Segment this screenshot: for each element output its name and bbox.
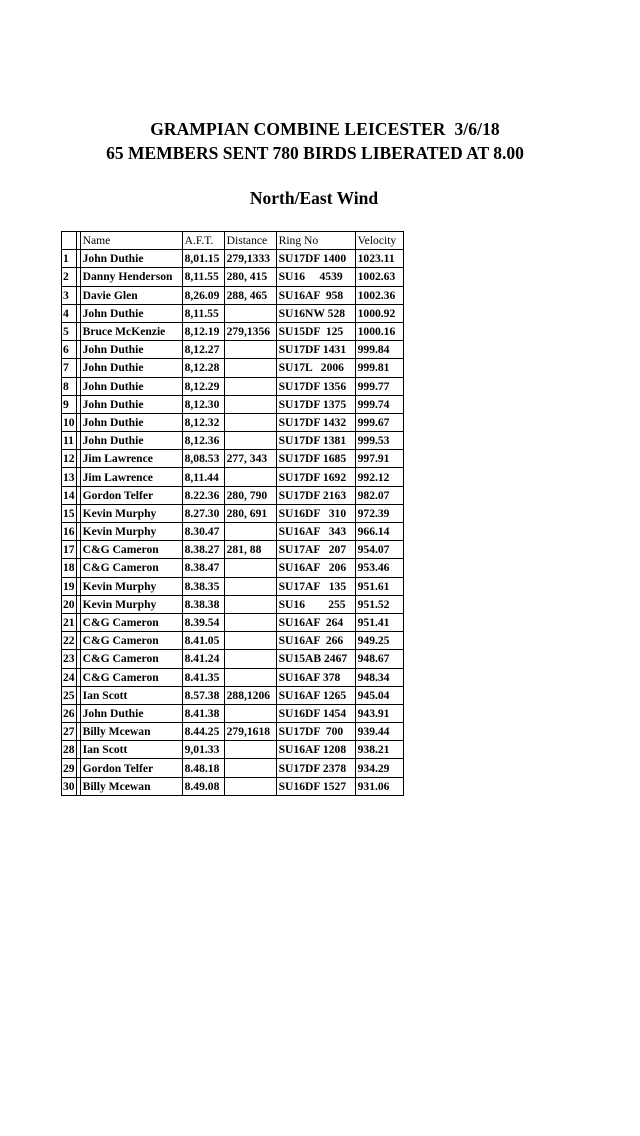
report-subtitle: 65 MEMBERS SENT 780 BIRDS LIBERATED AT 8.00 — [106, 143, 524, 163]
ring-no-cell: SU17DF 1431 — [276, 341, 355, 359]
ring-no-cell: SU17DF 1692 — [276, 468, 355, 486]
name-cell: Bruce McKenzie — [80, 322, 182, 340]
table-row — [62, 359, 404, 377]
ring-no-cell: SU16NW 528 — [276, 304, 355, 322]
ring-no-cell: SU17DF 1400 — [276, 250, 355, 268]
table-row — [62, 723, 404, 741]
aft-cell: 8,12.36 — [182, 432, 224, 450]
table-header-row — [62, 232, 404, 250]
table-row — [62, 432, 404, 450]
aft-cell: 8,12.28 — [182, 359, 224, 377]
aft-cell: 8.41.38 — [182, 704, 224, 722]
ring-no-cell: SU17DF 2163 — [276, 486, 355, 504]
distance-cell — [224, 377, 276, 395]
aft-cell: 8.41.24 — [182, 650, 224, 668]
distance-cell — [224, 468, 276, 486]
distance-cell: 279,1333 — [224, 250, 276, 268]
table-row — [62, 541, 404, 559]
distance-cell — [224, 668, 276, 686]
name-cell: C&G Cameron — [80, 668, 182, 686]
distance-cell — [224, 650, 276, 668]
position-cell: 4 — [62, 304, 77, 322]
ring-no-cell: SU16AF 266 — [276, 632, 355, 650]
position-cell: 3 — [62, 286, 77, 304]
distance-cell — [224, 359, 276, 377]
velocity-cell: 999.67 — [355, 413, 403, 431]
aft-cell: 8.49.08 — [182, 777, 224, 795]
distance-cell — [224, 704, 276, 722]
results-table — [61, 231, 404, 796]
name-cell: Gordon Telfer — [80, 759, 182, 777]
ring-no-cell: SU16 4539 — [276, 268, 355, 286]
aft-cell: 8.38.38 — [182, 595, 224, 613]
position-cell: 6 — [62, 341, 77, 359]
position-cell: 30 — [62, 777, 77, 795]
table-row — [62, 595, 404, 613]
distance-cell: 288, 465 — [224, 286, 276, 304]
name-cell: Jim Lawrence — [80, 450, 182, 468]
position-cell: 21 — [62, 613, 77, 631]
velocity-cell: 999.81 — [355, 359, 403, 377]
aft-cell: 8,12.19 — [182, 322, 224, 340]
name-cell: John Duthie — [80, 704, 182, 722]
velocity-cell: 997.91 — [355, 450, 403, 468]
table-row — [62, 468, 404, 486]
aft-cell: 8,01.15 — [182, 250, 224, 268]
name-cell: C&G Cameron — [80, 632, 182, 650]
header-distance: Distance — [224, 232, 276, 250]
table-row — [62, 650, 404, 668]
name-cell: John Duthie — [80, 413, 182, 431]
table-row — [62, 322, 404, 340]
distance-cell — [224, 304, 276, 322]
distance-cell — [224, 613, 276, 631]
header-position-cell — [62, 232, 77, 250]
ring-no-cell: SU16DF 1527 — [276, 777, 355, 795]
aft-cell: 8,11.55 — [182, 304, 224, 322]
ring-no-cell: SU17DF 700 — [276, 723, 355, 741]
table-row — [62, 450, 404, 468]
velocity-cell: 1002.36 — [355, 286, 403, 304]
position-cell: 17 — [62, 541, 77, 559]
velocity-cell: 934.29 — [355, 759, 403, 777]
header-aft: A.F.T. — [182, 232, 224, 250]
velocity-cell: 953.46 — [355, 559, 403, 577]
table-row — [62, 377, 404, 395]
velocity-cell: 939.44 — [355, 723, 403, 741]
ring-no-cell: SU17DF 1356 — [276, 377, 355, 395]
header-ring-no: Ring No — [276, 232, 355, 250]
position-cell: 9 — [62, 395, 77, 413]
aft-cell: 8,12.27 — [182, 341, 224, 359]
name-cell: C&G Cameron — [80, 650, 182, 668]
distance-cell: 280, 691 — [224, 504, 276, 522]
distance-cell — [224, 577, 276, 595]
table-row — [62, 250, 404, 268]
distance-cell — [224, 559, 276, 577]
table-row — [62, 777, 404, 795]
velocity-cell: 992.12 — [355, 468, 403, 486]
aft-cell: 8.41.35 — [182, 668, 224, 686]
velocity-cell: 999.84 — [355, 341, 403, 359]
table-row — [62, 413, 404, 431]
velocity-cell: 951.41 — [355, 613, 403, 631]
table-row — [62, 613, 404, 631]
aft-cell: 8,12.30 — [182, 395, 224, 413]
distance-cell — [224, 413, 276, 431]
aft-cell: 8.22.36 — [182, 486, 224, 504]
aft-cell: 8.57.38 — [182, 686, 224, 704]
aft-cell: 8.30.47 — [182, 523, 224, 541]
velocity-cell: 1023.11 — [355, 250, 403, 268]
table-row — [62, 504, 404, 522]
velocity-cell: 966.14 — [355, 523, 403, 541]
aft-cell: 8,11.55 — [182, 268, 224, 286]
position-cell: 16 — [62, 523, 77, 541]
name-cell: John Duthie — [80, 304, 182, 322]
velocity-cell: 951.61 — [355, 577, 403, 595]
distance-cell — [224, 595, 276, 613]
ring-no-cell: SU17DF 1685 — [276, 450, 355, 468]
velocity-cell: 949.25 — [355, 632, 403, 650]
table-row — [62, 704, 404, 722]
table-row — [62, 577, 404, 595]
name-cell: John Duthie — [80, 250, 182, 268]
position-cell: 7 — [62, 359, 77, 377]
position-cell: 20 — [62, 595, 77, 613]
aft-cell: 8.48.18 — [182, 759, 224, 777]
table-row — [62, 686, 404, 704]
distance-cell — [224, 741, 276, 759]
aft-cell: 8,12.29 — [182, 377, 224, 395]
position-cell: 22 — [62, 632, 77, 650]
table-row — [62, 341, 404, 359]
ring-no-cell: SU16AF 343 — [276, 523, 355, 541]
distance-cell: 280, 790 — [224, 486, 276, 504]
ring-no-cell: SU15DF 125 — [276, 322, 355, 340]
ring-no-cell: SU16AF 958 — [276, 286, 355, 304]
table-row — [62, 395, 404, 413]
position-cell: 26 — [62, 704, 77, 722]
ring-no-cell: SU17DF 1432 — [276, 413, 355, 431]
table-row — [62, 523, 404, 541]
velocity-cell: 999.74 — [355, 395, 403, 413]
velocity-cell: 938.21 — [355, 741, 403, 759]
table-row — [62, 668, 404, 686]
distance-cell — [224, 759, 276, 777]
name-cell: Jim Lawrence — [80, 468, 182, 486]
distance-cell: 277, 343 — [224, 450, 276, 468]
distance-cell: 288,1206 — [224, 686, 276, 704]
ring-no-cell: SU17AF 207 — [276, 541, 355, 559]
distance-cell — [224, 632, 276, 650]
ring-no-cell: SU16AF 206 — [276, 559, 355, 577]
aft-cell: 8,26.09 — [182, 286, 224, 304]
velocity-cell: 948.67 — [355, 650, 403, 668]
velocity-cell: 931.06 — [355, 777, 403, 795]
ring-no-cell: SU17DF 2378 — [276, 759, 355, 777]
position-cell: 15 — [62, 504, 77, 522]
distance-cell — [224, 777, 276, 795]
table-row — [62, 632, 404, 650]
name-cell: C&G Cameron — [80, 541, 182, 559]
velocity-cell: 943.91 — [355, 704, 403, 722]
velocity-cell: 951.52 — [355, 595, 403, 613]
wind-heading: North/East Wind — [249, 188, 379, 208]
ring-no-cell: SU17L 2006 — [276, 359, 355, 377]
distance-cell: 280, 415 — [224, 268, 276, 286]
aft-cell: 8.41.05 — [182, 632, 224, 650]
distance-cell — [224, 523, 276, 541]
ring-no-cell: SU17DF 1381 — [276, 432, 355, 450]
ring-no-cell: SU16AF 1265 — [276, 686, 355, 704]
ring-no-cell: SU15AB 2467 — [276, 650, 355, 668]
velocity-cell: 945.04 — [355, 686, 403, 704]
name-cell: C&G Cameron — [80, 613, 182, 631]
velocity-cell: 1002.63 — [355, 268, 403, 286]
name-cell: Kevin Murphy — [80, 595, 182, 613]
name-cell: Billy Mcewan — [80, 723, 182, 741]
velocity-cell: 1000.16 — [355, 322, 403, 340]
aft-cell: 8,08.53 — [182, 450, 224, 468]
position-cell: 18 — [62, 559, 77, 577]
table-row — [62, 268, 404, 286]
name-cell: Billy Mcewan — [80, 777, 182, 795]
name-cell: Kevin Murphy — [80, 523, 182, 541]
velocity-cell: 1000.92 — [355, 304, 403, 322]
distance-cell — [224, 395, 276, 413]
ring-no-cell: SU17DF 1375 — [276, 395, 355, 413]
position-cell: 25 — [62, 686, 77, 704]
name-cell: John Duthie — [80, 377, 182, 395]
aft-cell: 8.39.54 — [182, 613, 224, 631]
ring-no-cell: SU17AF 135 — [276, 577, 355, 595]
ring-no-cell: SU16 255 — [276, 595, 355, 613]
table-row — [62, 759, 404, 777]
velocity-cell: 999.53 — [355, 432, 403, 450]
distance-cell — [224, 341, 276, 359]
aft-cell: 8.27.30 — [182, 504, 224, 522]
report-title: GRAMPIAN COMBINE LEICESTER 3/6/18 — [150, 119, 500, 139]
ring-no-cell: SU16DF 310 — [276, 504, 355, 522]
position-cell: 29 — [62, 759, 77, 777]
table-row — [62, 559, 404, 577]
name-cell: John Duthie — [80, 341, 182, 359]
position-cell: 10 — [62, 413, 77, 431]
table-row — [62, 304, 404, 322]
position-cell: 28 — [62, 741, 77, 759]
position-cell: 5 — [62, 322, 77, 340]
distance-cell: 279,1356 — [224, 322, 276, 340]
table-row — [62, 486, 404, 504]
aft-cell: 8.44.25 — [182, 723, 224, 741]
aft-cell: 8.38.35 — [182, 577, 224, 595]
velocity-cell: 982.07 — [355, 486, 403, 504]
distance-cell: 281, 88 — [224, 541, 276, 559]
velocity-cell: 948.34 — [355, 668, 403, 686]
name-cell: Kevin Murphy — [80, 577, 182, 595]
aft-cell: 8,12.32 — [182, 413, 224, 431]
name-cell: John Duthie — [80, 432, 182, 450]
position-cell: 8 — [62, 377, 77, 395]
ring-no-cell: SU16AF 378 — [276, 668, 355, 686]
name-cell: Ian Scott — [80, 741, 182, 759]
ring-no-cell: SU16AF 1208 — [276, 741, 355, 759]
aft-cell: 8.38.27 — [182, 541, 224, 559]
position-cell: 19 — [62, 577, 77, 595]
velocity-cell: 972.39 — [355, 504, 403, 522]
name-cell: Danny Henderson — [80, 268, 182, 286]
aft-cell: 9,01.33 — [182, 741, 224, 759]
distance-cell — [224, 432, 276, 450]
name-cell: Kevin Murphy — [80, 504, 182, 522]
position-cell: 14 — [62, 486, 77, 504]
position-cell: 27 — [62, 723, 77, 741]
aft-cell: 8,11.44 — [182, 468, 224, 486]
header-name: Name — [80, 232, 182, 250]
ring-no-cell: SU16AF 264 — [276, 613, 355, 631]
position-cell: 12 — [62, 450, 77, 468]
aft-cell: 8.38.47 — [182, 559, 224, 577]
name-cell: Ian Scott — [80, 686, 182, 704]
distance-cell: 279,1618 — [224, 723, 276, 741]
name-cell: John Duthie — [80, 395, 182, 413]
table-row — [62, 741, 404, 759]
table-row — [62, 286, 404, 304]
name-cell: Gordon Telfer — [80, 486, 182, 504]
position-cell: 24 — [62, 668, 77, 686]
name-cell: John Duthie — [80, 359, 182, 377]
position-cell: 23 — [62, 650, 77, 668]
position-cell: 1 — [62, 250, 77, 268]
position-cell: 11 — [62, 432, 77, 450]
name-cell: Davie Glen — [80, 286, 182, 304]
position-cell: 2 — [62, 268, 77, 286]
position-cell: 13 — [62, 468, 77, 486]
velocity-cell: 954.07 — [355, 541, 403, 559]
header-velocity: Velocity — [355, 232, 403, 250]
name-cell: C&G Cameron — [80, 559, 182, 577]
velocity-cell: 999.77 — [355, 377, 403, 395]
ring-no-cell: SU16DF 1454 — [276, 704, 355, 722]
